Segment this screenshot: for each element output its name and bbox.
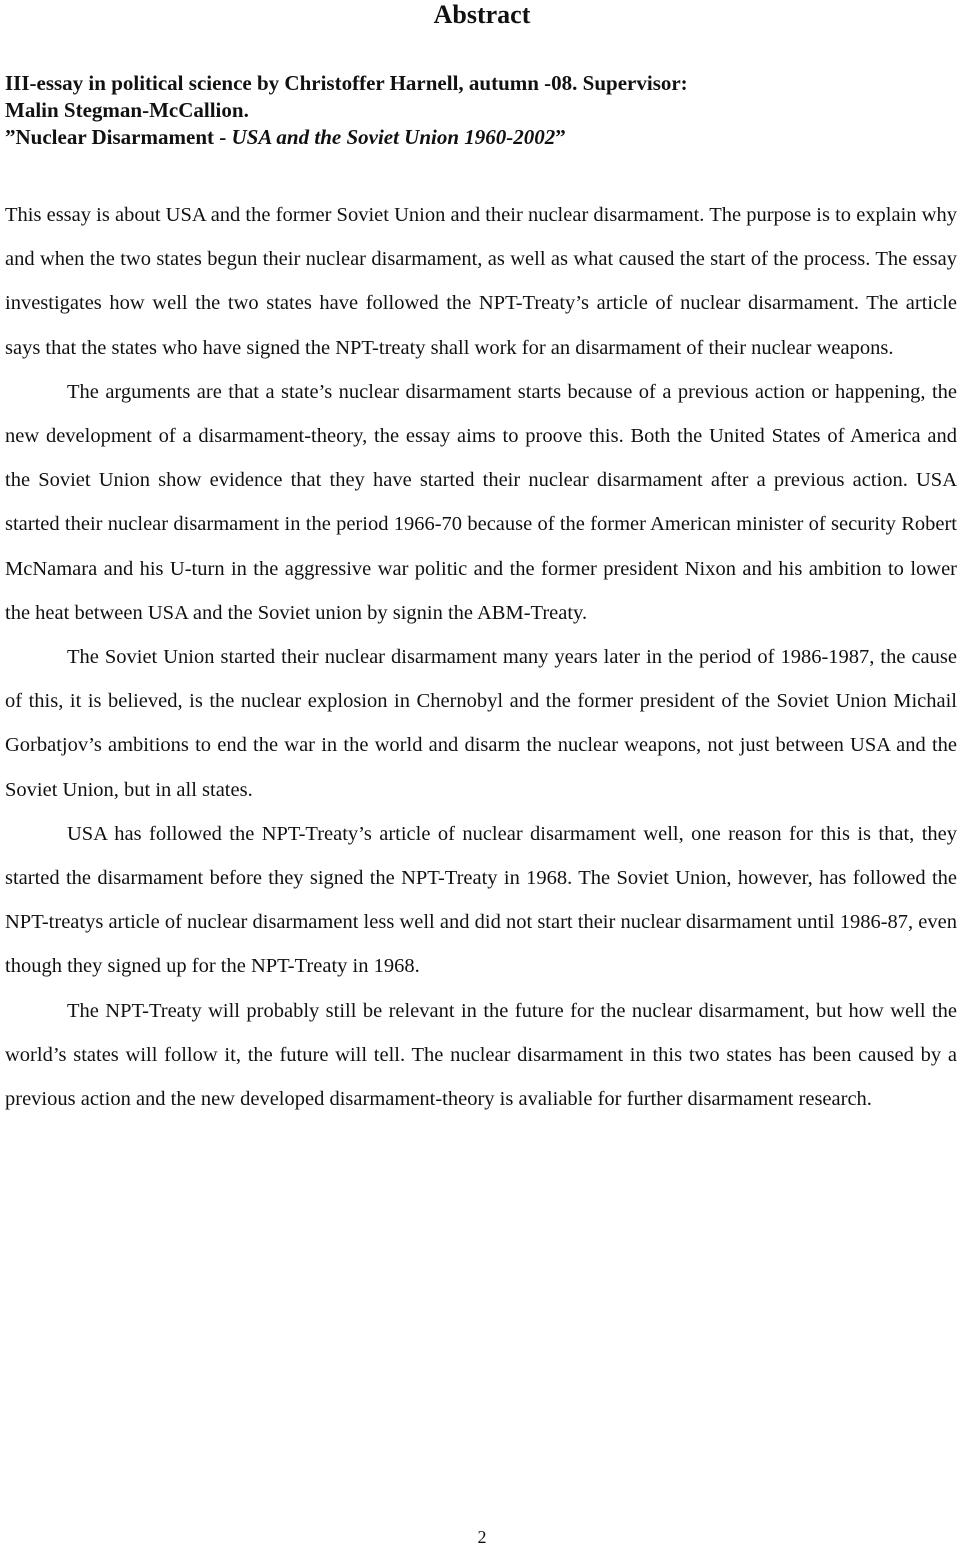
essay-title-line [5, 124, 955, 151]
page-number: 2 [477, 1527, 487, 1547]
essay-info-line: III-essay in political science by Christoffer Harnell, autumn -08. Supervisor: [5, 71, 688, 95]
essay-header [5, 70, 955, 151]
paragraph: The arguments are that a state’s nuclear disarmament starts because of a previous action or happening, the new development of a disarmament-theory, the essay aims to proove this. Both the United States of America and the Soviet Union show evidence that they have started their nuclear disarmament after a previous action. USA started their nuclear disarmament in the period 1966-70 because of the former American minister of security Robert McNamara and his U-turn in the aggressive war politic and the former president Nixon and his ambition to lower the heat between USA and the Soviet union by signin the ABM-Treaty. [5, 380, 957, 624]
paragraph: USA has followed the NPT-Treaty’s article of nuclear disarmament well, one reason for this is that, they started the disarmament before they signed the NPT-Treaty in 1968. The Soviet Union, however, has followed the NPT-treatys article of nuclear disarmament less well and did not start their nuclear disarmament until 1986-87, even though they signed up for the NPT-Treaty in 1968. [5, 822, 957, 978]
page-title: Abstract [433, 0, 531, 29]
essay-title-italic: USA and the Soviet Union 1960-2002 [231, 125, 556, 149]
paragraph: The Soviet Union started their nuclear disarmament many years later in the period of 1986-1987, the cause of this, it is believed, is the nuclear explosion in Chernobyl and the former president of the Soviet Union Michail Gorbatjov’s ambitions to end the war in the world and disarm the nuclear weapons, not just between USA and the Soviet Union, but in all states. [5, 646, 957, 801]
paragraph: This essay is about USA and the former Soviet Union and their nuclear disarmament. The purpose is to explain why and when the two states begun their nuclear disarmament, as well as what caused the start of the process. The essay investigates how well the two states have followed the NPT-Treaty’s article of nuclear disarmament. The article says that the states who have signed the NPT-treaty shall work for an disarmament of their nuclear weapons. [5, 204, 957, 359]
abstract-body [5, 193, 957, 1121]
essay-title-suffix: ” [555, 125, 566, 149]
paragraph: The NPT-Treaty will probably still be relevant in the future for the nuclear disarmament, but how well the world’s states will follow it, the future will tell. The nuclear disarmament in this two states has been caused by a previous action and the new developed disarmament-theory is avaliable for further disarmament research. [5, 999, 957, 1111]
supervisor-line: Malin Stegman-McCallion. [5, 98, 249, 122]
essay-title-prefix: ”Nuclear Disarmament - [5, 125, 232, 149]
